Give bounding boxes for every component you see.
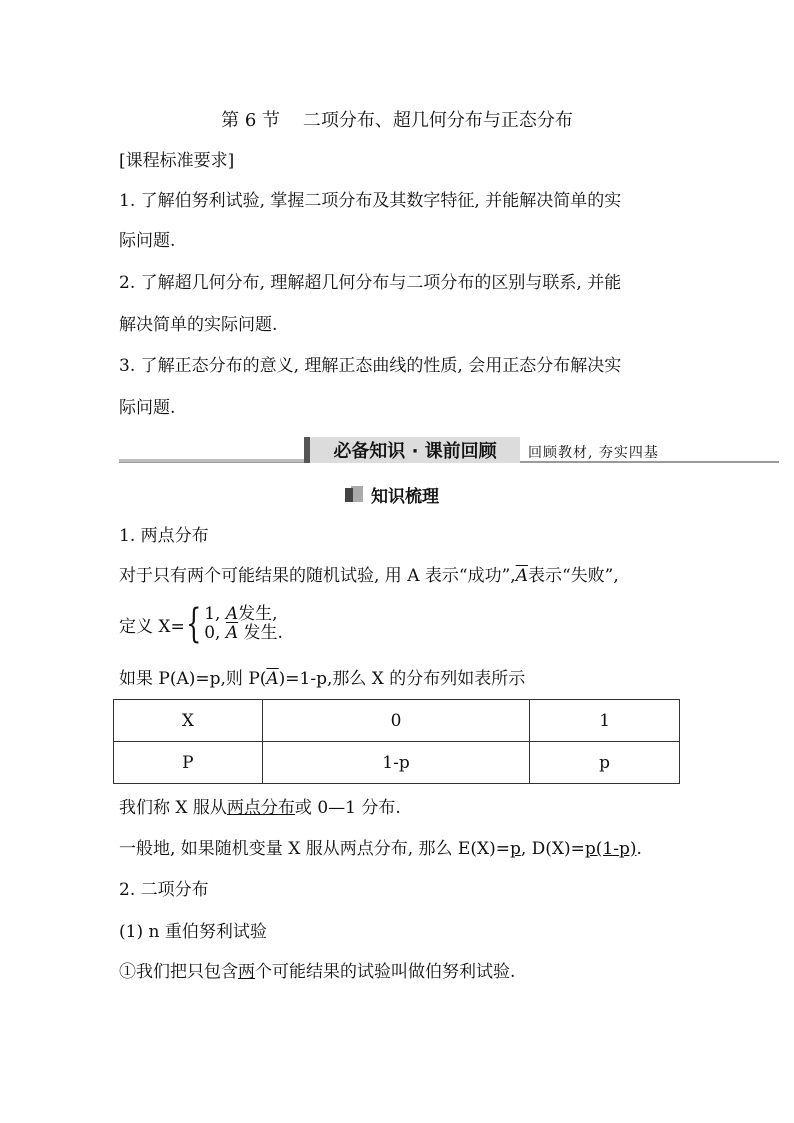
moments-text-b: , D(X)= <box>520 839 585 859</box>
requirement-3-line-2: 际问题. <box>119 398 176 418</box>
requirement-1-line-1: 1. 了解伯努利试验, 掌握二项分布及其数字特征, 并能解决简单的实 <box>119 191 622 211</box>
case-1 <box>204 605 283 624</box>
case-2-text: 发生. <box>238 623 283 643</box>
case-2-value: 0, <box>204 623 226 643</box>
case-2-event: $\overline{A}$ <box>225 623 239 643</box>
table-cell: 1-p <box>262 742 530 784</box>
requirement-2-line-1: 2. 了解超几何分布, 理解超几何分布与二项分布的区别与联系, 并能 <box>119 273 622 293</box>
table-cell: p <box>530 742 680 784</box>
table-cell: X <box>114 700 263 742</box>
dist-text-a: 如果 P(A)=p,则 P( <box>119 669 267 689</box>
item-term: 两 <box>238 962 255 982</box>
case-1-value: 1, <box>204 604 226 624</box>
table-cell: 1 <box>530 700 680 742</box>
two-point-intro <box>119 565 619 587</box>
item-text-b: 个可能结果的试验叫做伯努利试验. <box>255 962 516 982</box>
section-heading <box>345 483 439 505</box>
banner-left-rule <box>119 459 304 462</box>
distribution-table <box>113 699 680 784</box>
section-marker-icon <box>345 486 363 502</box>
requirement-3-line-1: 3. 了解正态分布的意义, 理解正态曲线的性质, 会用正态分布解决实 <box>119 356 622 376</box>
dist-a-bar: $\overline{A}$ <box>266 669 279 689</box>
binomial-heading: 2. 二项分布 <box>119 880 209 900</box>
moments-text-a: 一般地, 如果随机变量 X 服从两点分布, 那么 E(X)= <box>119 839 510 859</box>
page-title: 第 6 节 二项分布、超几何分布与正态分布 <box>221 110 573 131</box>
binomial-item-1 <box>119 961 515 983</box>
brace-icon: { <box>185 601 202 647</box>
case-2 <box>204 624 283 643</box>
moments-text-c: . <box>636 839 642 859</box>
two-point-naming <box>119 797 401 819</box>
section-title: 知识梳理 <box>371 486 439 507</box>
item-text-a: ①我们把只包含 <box>119 962 238 982</box>
requirement-1-line-2: 际问题. <box>119 231 176 251</box>
binomial-subheading: (1) n 重伯努利试验 <box>119 922 267 942</box>
definition-cases <box>204 605 283 643</box>
requirement-2-line-2: 解决简单的实际问题. <box>119 315 278 335</box>
intro-text-a: 对于只有两个可能结果的随机试验, 用 A 表示“成功”, <box>119 566 516 586</box>
banner-title: 必备知识 · 课前回顾 <box>304 437 520 463</box>
definition-label: 定义 X= <box>119 616 185 637</box>
case-1-text: 发生, <box>238 604 278 624</box>
naming-term: 两点分布 <box>226 798 295 818</box>
dist-text-b: )=1-p,那么 X 的分布列如表所示 <box>278 669 526 689</box>
expectation-value: p <box>509 839 521 859</box>
distribution-intro <box>119 668 525 690</box>
naming-text-b: 或 0—1 分布. <box>294 798 401 818</box>
naming-text-a: 我们称 X 服从 <box>119 798 227 818</box>
two-point-definition <box>119 601 283 647</box>
two-point-heading: 1. 两点分布 <box>119 526 209 546</box>
table-row <box>114 742 680 784</box>
table-cell: P <box>114 742 263 784</box>
two-point-moments <box>119 838 642 860</box>
table-cell: 0 <box>262 700 530 742</box>
requirements-heading: [课程标准要求] <box>119 151 235 171</box>
intro-text-b: 表示“失败”, <box>527 566 619 586</box>
variance-value: p(1-p) <box>584 839 637 859</box>
case-1-event: A <box>225 604 239 624</box>
banner-subtitle: 回顾教材, 夯实四基 <box>528 445 659 461</box>
table-row <box>114 700 680 742</box>
intro-a-bar: $\overline{A}$ <box>515 566 528 586</box>
